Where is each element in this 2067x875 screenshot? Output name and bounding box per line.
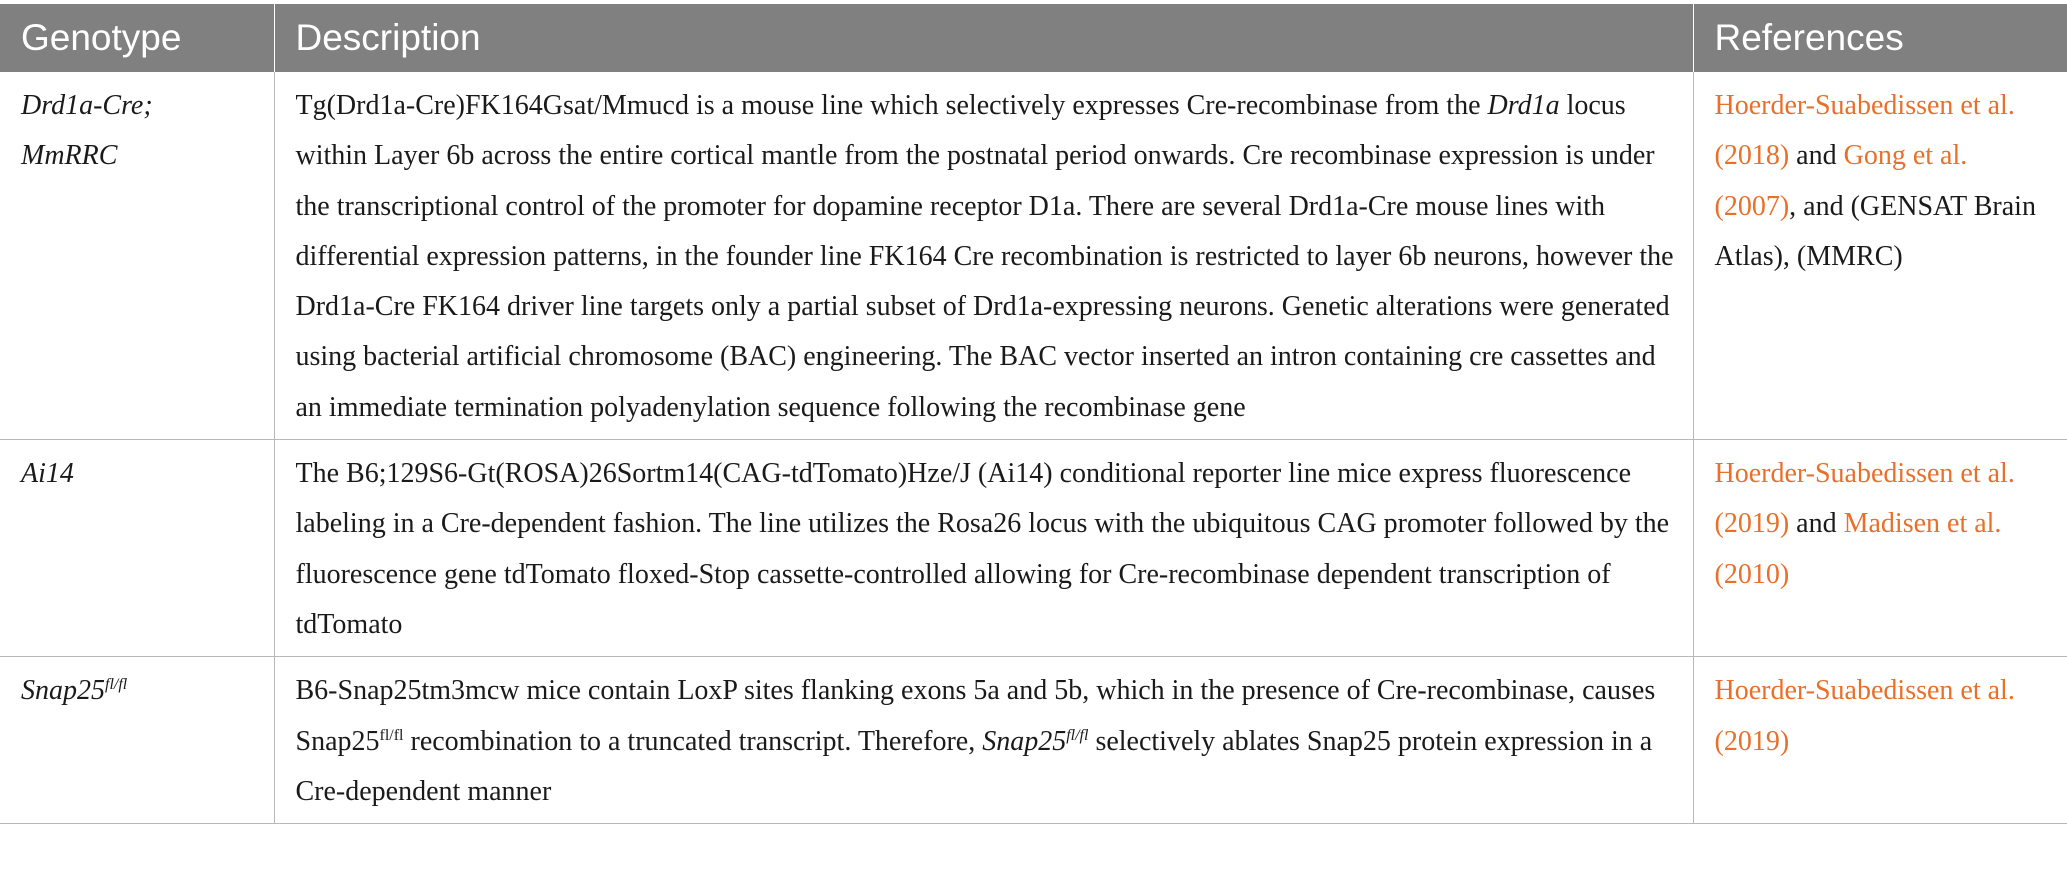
references-cell xyxy=(1693,657,2067,824)
header-description: Description xyxy=(274,4,1693,72)
header-row xyxy=(0,4,2067,72)
description-cell xyxy=(274,657,1693,824)
genotype-cell xyxy=(0,72,274,440)
genotype-line: Drd1a-Cre; xyxy=(21,90,153,121)
description-text: selectively ablates Snap25 protein expression in a Cre-dependent manner xyxy=(295,725,1653,807)
references-text: and xyxy=(1789,140,1844,172)
genotype-cell xyxy=(0,657,274,824)
reference-link[interactable]: Hoerder-Suabedissen et al. (2018) xyxy=(1714,90,2015,172)
genotype-superscript: fl/fl xyxy=(105,676,128,694)
header-genotype: Genotype xyxy=(0,4,274,72)
header-references: References xyxy=(1693,4,2067,72)
reference-link[interactable]: Gong et al. (2007) xyxy=(1714,140,1968,222)
superscript: fl/fl xyxy=(1066,726,1089,744)
reference-link[interactable]: Madisen et al. (2010) xyxy=(1714,508,2002,590)
genotype-table xyxy=(0,4,2067,824)
description-text: recombination to a truncated transcript. Therefore, xyxy=(403,725,983,757)
references-cell xyxy=(1693,440,2067,657)
genotype-text: Snap25 xyxy=(21,675,105,707)
description-cell xyxy=(274,72,1693,440)
description-text: B6-Snap25tm3mcw mice contain LoxP sites flanking exons 5a and 5b, which in the presence of Cre-recombinase, causes Snap25 xyxy=(295,675,1656,757)
gene-name xyxy=(982,726,1088,757)
table-row xyxy=(0,72,2067,440)
description-text: Tg(Drd1a-Cre)FK164Gsat/Mmucd is a mouse line which selectively expresses Cre-recombinase from the xyxy=(295,90,1488,121)
references-text: and xyxy=(1789,508,1844,540)
description-text: locus within Layer 6b across the entire cortical mantle from the postnatal period onwards. Cre recombinase expression is under the transcriptional control of the promoter for dopamine receptor D1a. There are several Drd1a-Cre mouse lines with differential expression patterns, in the founder line FK164 Cre recombination is restricted to layer 6b neurons, however the Drd1a-Cre FK164 driver line targets only a partial subset of Drd1a-expressing neurons. Genetic alterations were generated using bacterial artificial chromosome (BAC) engineering. The BAC vector inserted an intron containing cre cassettes and an immediate termination polyadenylation sequence following the recombinase gene xyxy=(295,90,1674,423)
genotype-line: MmRRC xyxy=(21,140,118,172)
superscript: fl/fl xyxy=(379,726,404,744)
table-row xyxy=(0,440,2067,657)
description-cell: The B6;129S6-Gt(ROSA)26Sortm14(CAG-tdTomato)Hze/J (Ai14) conditional reporter line mice express fluorescence labeling in a Cre-dependent fashion. The line utilizes the Rosa26 locus with the ubiquitous CAG promoter followed by the fluorescence gene tdTomato floxed-Stop cassette-controlled allowing for Cre-recombinase dependent transcription of tdTomato xyxy=(274,440,1693,657)
references-text: , and (GENSAT Brain Atlas), (MMRC) xyxy=(1714,190,2036,272)
gene-name-text: Snap25 xyxy=(982,725,1067,757)
table-row xyxy=(0,657,2067,824)
reference-link[interactable]: Hoerder-Suabedissen et al. (2019) xyxy=(1714,458,2015,540)
genotype-cell: Ai14 xyxy=(0,440,274,657)
gene-name: Drd1a xyxy=(1487,90,1560,121)
reference-link[interactable]: Hoerder-Suabedissen et al. (2019) xyxy=(1714,675,2015,757)
references-cell xyxy=(1693,72,2067,440)
